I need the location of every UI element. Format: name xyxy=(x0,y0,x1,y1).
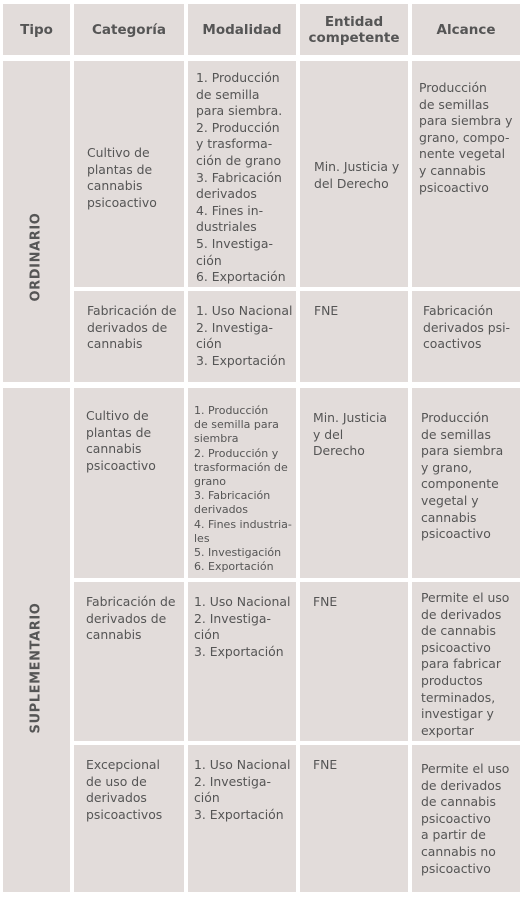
alcance-cell xyxy=(412,745,520,892)
header-categoria xyxy=(74,4,184,55)
header-entidad-label: Entidad competente xyxy=(308,13,400,46)
modalidad-cell xyxy=(188,745,296,892)
header-categoria-label: Categoría xyxy=(92,21,166,38)
entidad-text: Min. Justicia y del Derecho xyxy=(314,159,400,191)
modalidad-text: 1. Producción de semilla para siembra 2. Producción y trasformación de grano 3. Fabricación derivados 4. Fines industria- les 5. Investigación 6. Exportación xyxy=(194,404,292,574)
categoria-text: Cultivo de plantas de cannabis psicoactivo xyxy=(87,145,157,210)
entidad-text: FNE xyxy=(313,757,338,772)
alcance-cell xyxy=(412,388,520,578)
alcance-text: Permite el uso de derivados de cannabis psicoactivo para fabricar productos terminados, investigar y exportar xyxy=(421,590,510,738)
categoria-cell xyxy=(74,61,184,287)
modalidad-cell xyxy=(188,291,296,382)
alcance-text: Permite el uso de derivados de cannabis psicoactivo a partir de cannabis no psicoactivo xyxy=(421,761,510,876)
modalidad-text: 1. Uso Nacional 2. Investiga- ción 3. Exportación xyxy=(194,757,291,822)
entidad-cell xyxy=(300,745,408,892)
entidad-cell xyxy=(300,61,408,287)
alcance-cell xyxy=(412,291,520,382)
header-entidad xyxy=(300,4,408,55)
tipo-label-suplementario: SUPLEMENTARIO xyxy=(28,602,44,734)
tipo-cell-ordinario xyxy=(3,61,70,382)
modalidad-text: 1. Uso Nacional 2. Investiga- ción 3. Exportación xyxy=(194,594,291,659)
alcance-text: Fabricación derivados psi- coactivos xyxy=(423,303,511,352)
modalidad-text: 1. Producción de semilla para siembra. 2. Producción y trasforma- ción de grano 3. Fabricación derivados 4. Fines in- dustriales 5. Investiga- ción 6. Exportación xyxy=(196,70,286,285)
categoria-cell xyxy=(74,388,184,578)
tipo-label-ordinario: ORDINARIO xyxy=(28,212,44,302)
header-tipo-label: Tipo xyxy=(20,21,53,38)
categoria-cell xyxy=(74,745,184,892)
header-alcance xyxy=(412,4,520,55)
alcance-cell xyxy=(412,582,520,741)
alcance-cell xyxy=(412,61,520,287)
entidad-cell xyxy=(300,582,408,741)
categoria-text: Excepcional de uso de derivados psicoactivos xyxy=(86,757,163,822)
entidad-cell xyxy=(300,291,408,382)
header-alcance-label: Alcance xyxy=(436,21,496,38)
modalidad-cell xyxy=(188,61,296,287)
alcance-text: Producción de semillas para siembra y grano, componente vegetal y cannabis psicoactivo xyxy=(421,410,504,542)
entidad-text: FNE xyxy=(314,303,339,318)
categoria-text: Cultivo de plantas de cannabis psicoactivo xyxy=(86,408,156,473)
categoria-cell xyxy=(74,582,184,741)
header-tipo xyxy=(3,4,70,55)
modalidad-text: 1. Uso Nacional 2. Investiga- ción 3. Exportación xyxy=(196,303,293,368)
entidad-text: Min. Justicia y del Derecho xyxy=(313,410,387,459)
categoria-text: Fabricación de derivados de cannabis xyxy=(87,303,177,352)
modalidad-cell xyxy=(188,582,296,741)
categoria-cell xyxy=(74,291,184,382)
categoria-text: Fabricación de derivados de cannabis xyxy=(86,594,176,643)
header-modalidad-label: Modalidad xyxy=(202,21,282,38)
modalidad-cell xyxy=(188,388,296,578)
entidad-text: FNE xyxy=(313,594,338,609)
tipo-cell-suplementario xyxy=(3,388,70,892)
header-modalidad xyxy=(188,4,296,55)
entidad-cell xyxy=(300,388,408,578)
alcance-text: Producción de semillas para siembra y grano, compo- nente vegetal y cannabis psicoactivo xyxy=(419,80,513,195)
